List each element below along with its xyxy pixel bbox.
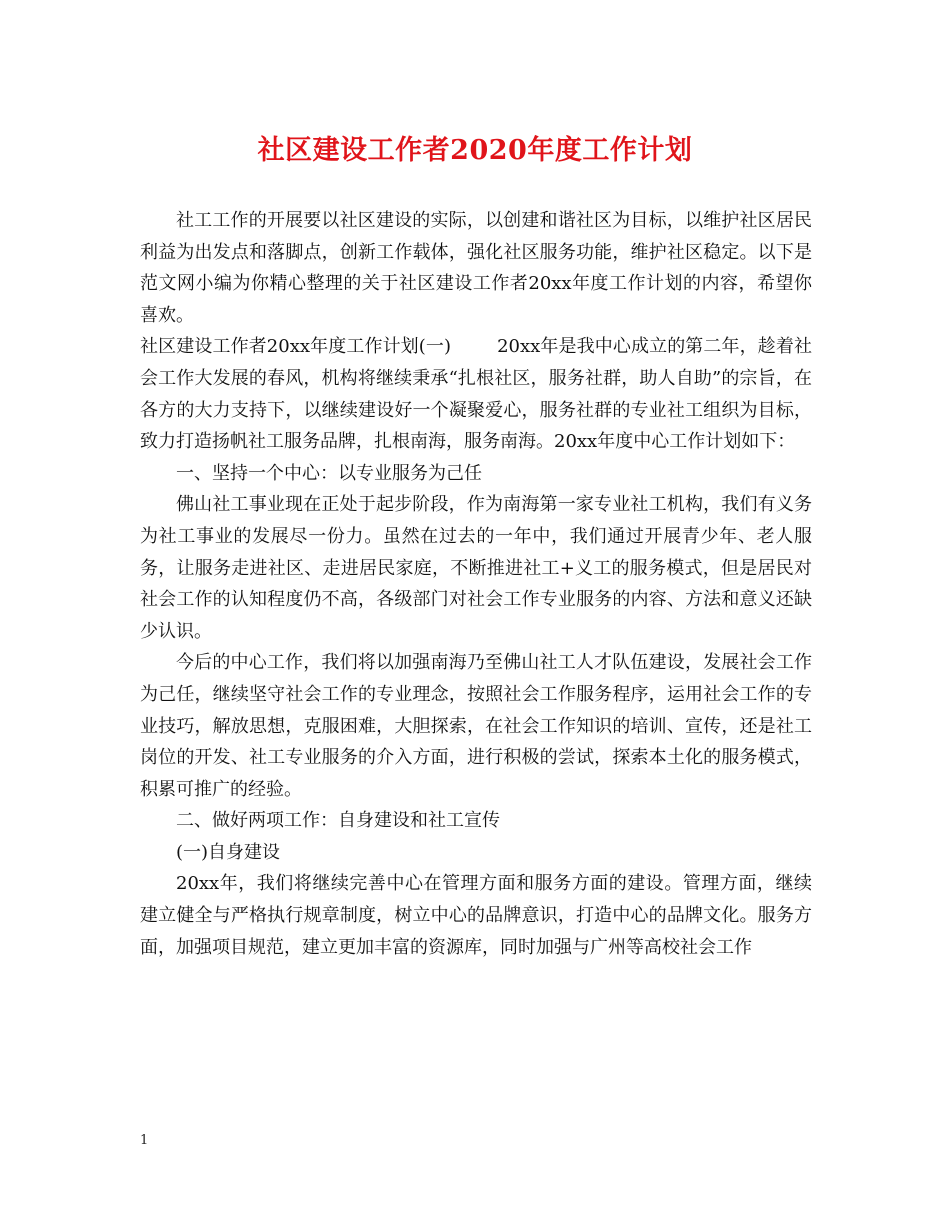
section1-paragraph-2: 今后的中心工作，我们将以加强南海乃至佛山社工人才队伍建设，发展社会工作为己任，继续坚守社会工作的专业理念，按照社会工作服务程序，运用社会工作的专业技巧，解放思想，克服困难，大胆探索，在社会工作知识的培训、宣传，还是社工岗位的开发、社工专业服务的介入方面，进行积极的尝试，探索本土化的服务模式，积累可推广的经验。 [140, 652, 812, 800]
plan-paragraph [140, 331, 812, 457]
section2-heading: 二、做好两项工作：自身建设和社工宣传 [176, 810, 500, 832]
document-title: 社区建设工作者2020年度工作计划 [257, 135, 693, 166]
subsection1-paragraph-1: 20xx年，我们将继续完善中心在管理方面和服务方面的建设。管理方面，继续建立健全与严格执行规章制度，树立中心的品牌意识，打造中心的品牌文化。服务方面，加强项目规范，建立更加丰富的资源库，同时加强与广州等高校社会工作 [140, 873, 812, 958]
section1-heading: 一、坚持一个中心：以专业服务为己任 [176, 462, 482, 484]
document-body [140, 205, 812, 963]
page-number: 1 [140, 1133, 149, 1148]
plan-intro: 20xx年是我中心成立的第二年，趁着社会工作大发展的春风，机构将继续秉承“扎根社区，服务社群，助人自助”的宗旨，在各方的大力支持下，以继续建设好一个凝聚爱心，服务社群的专业社工组织为目标，致力打造扬帆社工服务品牌，扎根南海，服务南海。20xx年度中心工作计划如下： [140, 336, 812, 453]
intro-paragraph: 社工工作的开展要以社区建设的实际，以创建和谐社区为目标，以维护社区居民利益为出发点和落脚点，创新工作载体，强化社区服务功能，维护社区稳定。以下是范文网小编为你精心整理的关于社区建设工作者20xx年度工作计划的内容，希望你喜欢。 [140, 210, 812, 326]
section1-paragraph-1: 佛山社工事业现在正处于起步阶段，作为南海第一家专业社工机构，我们有义务为社工事业的发展尽一份力。虽然在过去的一年中，我们通过开展青少年、老人服务，让服务走进社区、走进居民家庭，不断推进社工+义工的服务模式，但是居民对社会工作的认知程度仍不高，各级部门对社会工作专业服务的内容、方法和意义还缺少认识。 [140, 494, 812, 642]
subsection1-heading: (一)自身建设 [176, 841, 281, 863]
plan-heading: 社区建设工作者20xx年度工作计划(一) [140, 336, 452, 358]
